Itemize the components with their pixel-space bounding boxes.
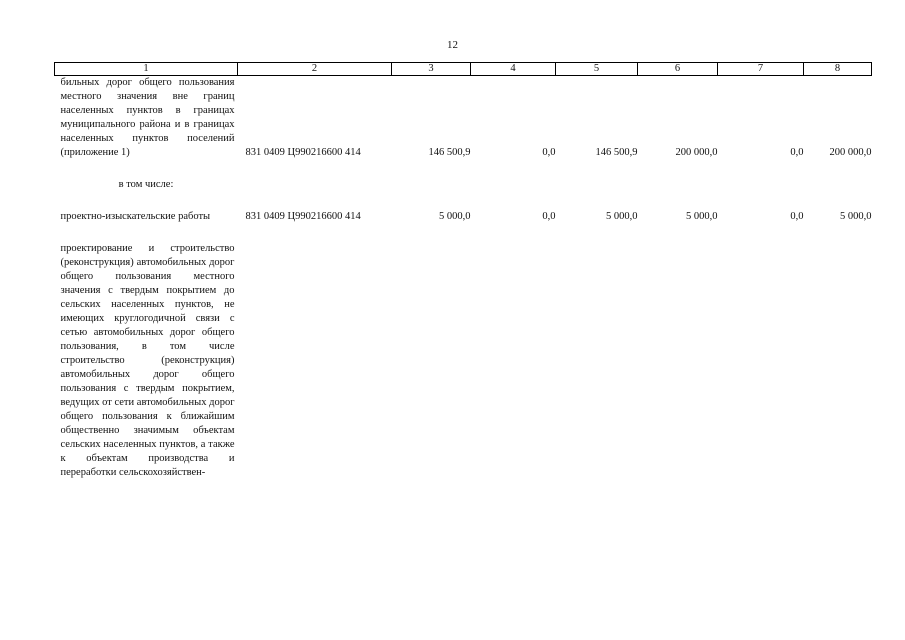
row-description: проектно-изыскательские работы [60,211,211,222]
budget-table [54,62,872,480]
column-header: 1 [55,63,238,76]
row-description: бильных дорог общего пользования местного значения вне границ населенных пунктов в границах муниципального района и в границах населенных пунктов поселений (приложение 1) [60,77,235,158]
column-number-header-row [55,63,872,76]
including-label: в том числе: [118,179,174,190]
page-number: 12 [447,39,458,51]
column-header: 5 [556,63,638,76]
table-row [55,210,872,224]
value-col-6: 5 000,0 [686,211,718,222]
spacer-row [55,160,872,178]
value-col-5: 5 000,0 [606,211,638,222]
value-col-8: 5 000,0 [840,211,872,222]
including-row [55,178,872,192]
value-col-7: 0,0 [790,211,804,222]
column-header: 8 [804,63,872,76]
column-header: 4 [471,63,556,76]
row-description: проектирование и строительство (реконструкция) автомобильных дорог общего пользования местного значения с твердым покрытием до сельских населенных пунктов, не имеющих круглогодичной связи с сетью автомобильных дорог общего пользования, в том числе строительство (реконструкция) автомобильных дорог общего пользования с твердым покрытием, ведущих от сети автомобильных дорог общего пользования к ближайшим общественно значимым объектам сельских населенных пунктов, а также к объектам производства и переработки сельскохозяйствен- [60,243,235,478]
table-row [55,242,872,480]
budget-code: 831 0409 Ц990216600 414 [245,147,361,158]
value-col-4: 0,0 [542,147,556,158]
column-header: 2 [238,63,392,76]
value-col-7: 0,0 [790,147,804,158]
value-col-4: 0,0 [542,211,556,222]
value-col-6: 200 000,0 [675,147,718,158]
value-col-5: 146 500,9 [595,147,638,158]
value-col-3: 5 000,0 [439,211,471,222]
spacer-row [55,224,872,242]
spacer-row [55,192,872,210]
value-col-8: 200 000,0 [829,147,872,158]
value-col-3: 146 500,9 [428,147,471,158]
budget-code: 831 0409 Ц990216600 414 [245,211,361,222]
column-header: 3 [392,63,471,76]
column-header: 6 [638,63,718,76]
column-header: 7 [718,63,804,76]
table-row [55,76,872,161]
